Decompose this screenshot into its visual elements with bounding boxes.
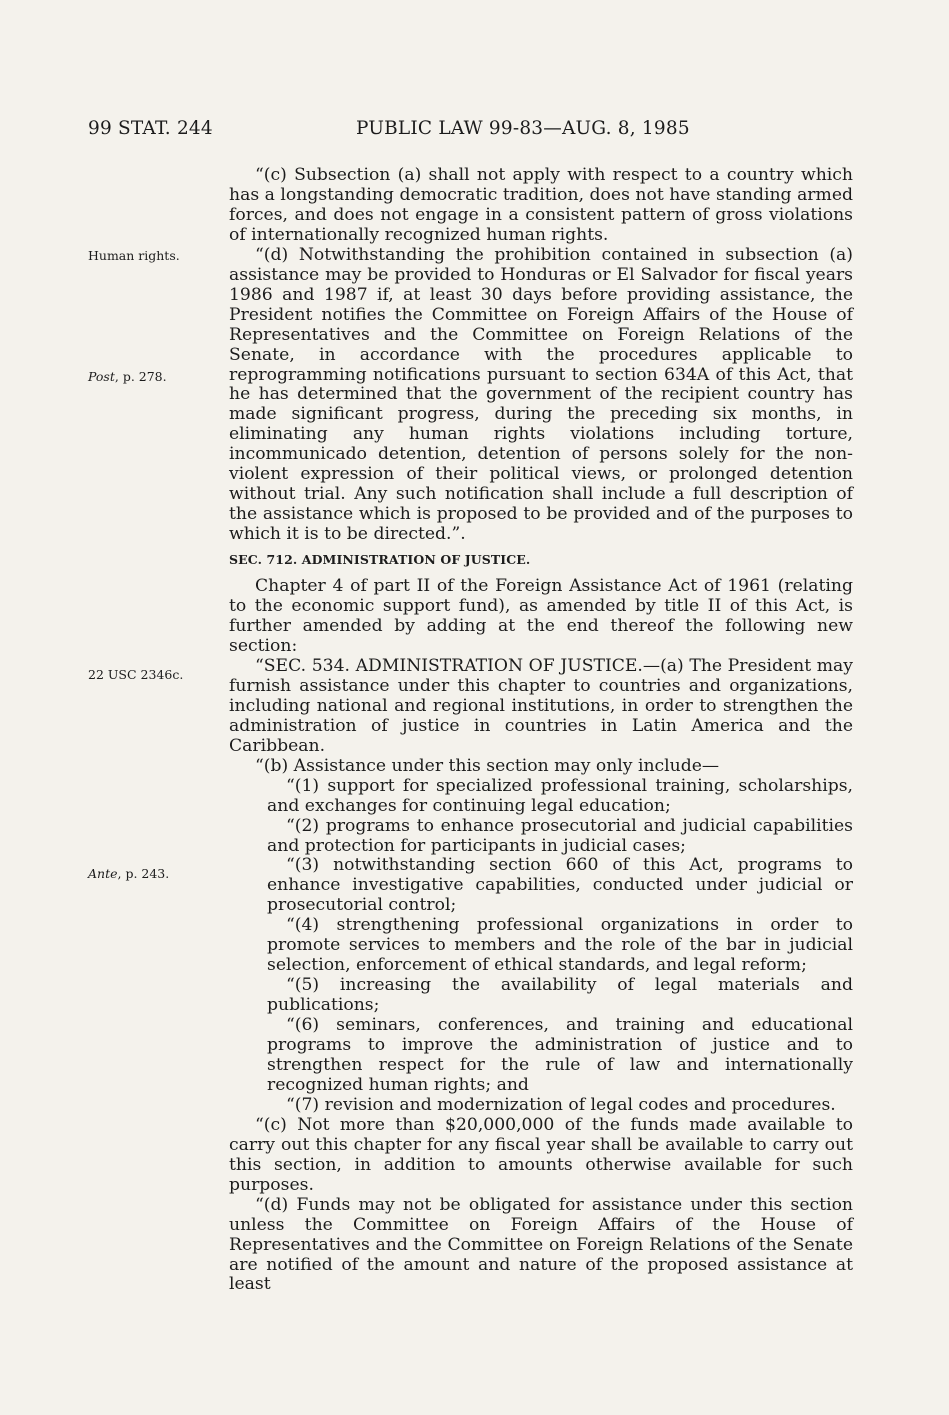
list-item-5: “(5) increasing the availability of legal materials and publications; bbox=[267, 975, 853, 1016]
paragraph-b-intro: “(b) Assistance under this section may only include— bbox=[255, 755, 720, 776]
list-item-1: “(1) support for specialized professional training, scholarships, and exchanges for continuing legal education; bbox=[267, 775, 853, 816]
paragraph-c2: “(c) Not more than $20,000,000 of the funds made available to carry out this chapter for any fiscal year shall be available to carry out this section, in addition to amounts otherwise available for such purposes. bbox=[229, 1114, 853, 1195]
paragraph-sec-534 bbox=[229, 657, 853, 757]
paragraph-c: “(c) Subsection (a) shall not apply with respect to a country which has a longstanding democratic tradition, does not have standing armed forces, and does not engage in a consistent pattern of gross violations of internationally recognized human rights. bbox=[229, 165, 853, 245]
sec-534-heading: “SEC. 534. ADMINISTRATION OF JUSTICE. bbox=[255, 655, 643, 676]
list-item-6: “(6) seminars, conferences, and training and educational programs to improve the administration of justice and to strengthen respect for the rule of law and internationally recognized human rights; and bbox=[267, 1015, 853, 1095]
paragraph-d2: “(d) Funds may not be obligated for assistance under this section unless the Committee on Foreign Affairs of the House of Representatives and the Committee on Foreign Relations of the Senate are notified of the amount and nature of the proposed assistance at least bbox=[229, 1194, 853, 1295]
list-item-3: “(3) notwithstanding section 660 of this Act, programs to enhance investigative capabilities, conducted under judicial or prosecutorial control; bbox=[267, 855, 853, 916]
page-running-title: PUBLIC LAW 99-83—AUG. 8, 1985 bbox=[356, 118, 690, 139]
margin-note-post-page: , p. 278. bbox=[114, 369, 167, 384]
margin-note-ante-page: , p. 243. bbox=[117, 866, 170, 881]
sec-534-text: —(a) The President may furnish assistance under this chapter to countries and organizations, including national and regional institutions, in order to strengthen the administration of justice in countries in Latin America and the Caribbean. bbox=[229, 655, 853, 756]
margin-note-ante-label: Ante bbox=[88, 866, 118, 881]
list-item-7: “(7) revision and modernization of legal codes and procedures. bbox=[286, 1094, 836, 1115]
margin-note-human-rights: Human rights. bbox=[88, 248, 180, 263]
section-heading: SEC. 712. ADMINISTRATION OF JUSTICE. bbox=[229, 552, 531, 568]
paragraph-d: “(d) Notwithstanding the prohibition contained in subsection (a) assistance may be provided to Honduras or El Salvador for fiscal years 1986 and 1987 if, at least 30 days before providing assistance, the President notifies the Committee on Foreign Affairs of the House of Representatives and the Committee on Foreign Relations of the Senate, in accordance with the procedures applicable to reprogramming notifications pursuant to section 634A of this Act, that he has determined that the government of the recipient country has made significant progress, during the preceding six months, in eliminating any human rights violations including torture, incommunicado detention, detention of persons solely for the non-violent expression of their political views, or prolonged detention without trial. Any such notification shall include a full description of the assistance which is proposed to be provided and of the purposes to which it is to be directed.”. bbox=[229, 244, 853, 545]
statute-body bbox=[229, 166, 853, 1295]
margin-note-ante bbox=[88, 866, 169, 881]
margin-note-usc: 22 USC 2346c. bbox=[88, 667, 184, 682]
page-stat-number: 99 STAT. 244 bbox=[88, 118, 213, 139]
list-item-4: “(4) strengthening professional organizations in order to promote services to members and the role of the bar in judicial selection, enforcement of ethical standards, and legal reform; bbox=[267, 915, 853, 976]
margin-note-post-label: Post bbox=[88, 369, 115, 384]
paragraph-chapter: Chapter 4 of part II of the Foreign Assistance Act of 1961 (relating to the economic support fund), as amended by title II of this Act, is further amended by adding at the end thereof the following new section: bbox=[229, 576, 853, 656]
list-item-2: “(2) programs to enhance prosecutorial and judicial capabilities and protection for participants in judicial cases; bbox=[267, 815, 853, 856]
margin-note-post bbox=[88, 369, 167, 384]
